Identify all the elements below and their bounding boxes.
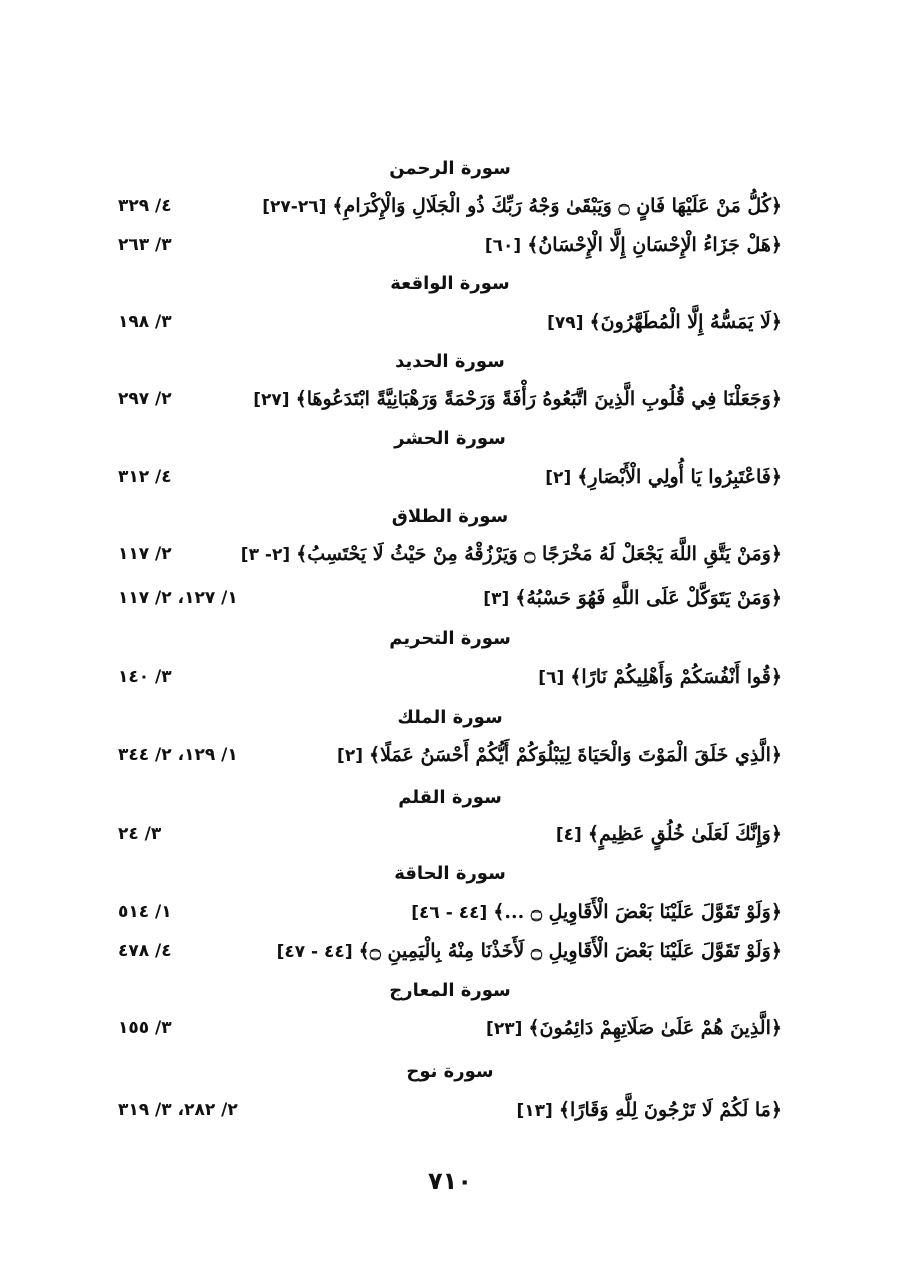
verse-text: ﴿لَا يَمَسُّهُ إِلَّا الْمُطَهَّرُونَ﴾ [٧٩] (547, 311, 782, 333)
ayah-number: [٦٠] (484, 236, 522, 256)
surah-heading: سورة المعارج (389, 980, 511, 1001)
verse-row (0, 1012, 900, 1044)
verse-row (0, 306, 900, 338)
ayah-number: [٤] (555, 825, 582, 845)
verse-text: ﴿فَاعْتَبِرُوا يَا أُولِي الْأَبْصَارِ﴾ [٢] (545, 466, 782, 488)
verse-text: ﴿وَمَنْ يَتَّقِ اللَّهَ يَجْعَلْ لَهُ مَخْرَجًا ۝ وَيَرْزُقْهُ مِنْ حَيْثُ لَا يَحْتَسِبُ﴾ [٢- ٣] (240, 543, 782, 565)
volume-page-ref: ٣/ ١٩٨ (118, 312, 172, 332)
verse-row (0, 383, 900, 415)
verse-row (0, 661, 900, 693)
volume-page-ref: ٢/ ٢٩٧ (118, 389, 172, 409)
volume-page-ref: ٣/ ١٤٠ (118, 667, 172, 687)
volume-page-ref: ١/ ١٢٩، ٢/ ٣٤٤ (118, 745, 238, 765)
volume-page-ref: ٣/ ٢٤ (118, 824, 162, 844)
verse-text: ﴿وَمَنْ يَتَوَكَّلْ عَلَى اللَّهِ فَهُوَ حَسْبُهُ﴾ [٣] (483, 587, 782, 609)
surah-heading: سورة الواقعة (390, 273, 510, 294)
surah-heading: سورة القلم (398, 787, 502, 808)
volume-page-ref: ٤/ ٣٢٩ (118, 196, 172, 216)
page-number: ٧١٠ (428, 1167, 472, 1195)
ayah-number: [٢٣] (486, 1019, 523, 1039)
volume-page-ref: ٣/ ١٥٥ (118, 1018, 172, 1038)
verse-text: ﴿كُلُّ مَنْ عَلَيْهَا فَانٍ ۝ وَيَبْقَىٰ وَجْهُ رَبِّكَ ذُو الْجَلَالِ وَالْإِكْرَامِ﴾ [٢٦-٢٧] (262, 195, 782, 217)
ayah-number: [٧٩] (547, 313, 584, 333)
volume-page-ref: ٤/ ٤٧٨ (118, 941, 172, 961)
verse-text: ﴿الَّذِي خَلَقَ الْمَوْتَ وَالْحَيَاةَ لِيَبْلُوَكُمْ أَيُّكُمْ أَحْسَنُ عَمَلًا﴾ [٢] (337, 744, 782, 766)
verse-text: ﴿وَلَوْ تَقَوَّلَ عَلَيْنَا بَعْضَ الْأَقَاوِيلِ ۝ لَأَخَذْنَا مِنْهُ بِالْيَمِينِ ۝﴾ [٤٤ - ٤٧] (276, 940, 782, 962)
verse-text: ﴿مَا لَكُمْ لَا تَرْجُونَ لِلَّهِ وَقَارًا﴾ [١٣] (516, 1099, 782, 1121)
volume-page-ref: ٤/ ٣١٢ (118, 467, 172, 487)
verse-text: ﴿وَجَعَلْنَا فِي قُلُوبِ الَّذِينَ اتَّبَعُوهُ رَأْفَةً وَرَحْمَةً وَرَهْبَانِيَّةً ابْتَدَعُوهَا﴾ [٢٧] (253, 388, 782, 410)
ayah-number: [٤٤ - ٤٧] (276, 942, 353, 962)
surah-heading: سورة الملك (397, 707, 503, 728)
ayah-number: [٢٦-٢٧] (262, 197, 327, 217)
verse-row (0, 896, 900, 928)
verse-row (0, 739, 900, 771)
verse-row (0, 461, 900, 493)
volume-page-ref: ١/ ١٢٧، ٢/ ١١٧ (118, 588, 238, 608)
ayah-number: [٢] (337, 746, 363, 766)
ayah-number: [٤٤ - ٤٦] (411, 903, 488, 923)
verse-row (0, 538, 900, 570)
volume-page-ref: ٢/ ٢٨٢، ٣/ ٣١٩ (118, 1100, 238, 1120)
verse-row (0, 818, 900, 850)
verse-row (0, 582, 900, 614)
volume-page-ref: ٣/ ٢٦٣ (118, 235, 172, 255)
verse-text: ﴿الَّذِينَ هُمْ عَلَىٰ صَلَاتِهِمْ دَائِمُونَ﴾ [٢٣] (486, 1017, 782, 1039)
verse-row (0, 1094, 900, 1126)
verse-row (0, 229, 900, 261)
surah-heading: سورة الحديد (395, 351, 505, 372)
verse-row (0, 935, 900, 967)
ayah-number: [٣] (483, 589, 510, 609)
ayah-number: [٦] (538, 668, 565, 688)
surah-heading: سورة الحاقة (394, 863, 506, 884)
verse-text: ﴿وَإِنَّكَ لَعَلَىٰ خُلُقٍ عَظِيمٍ﴾ [٤] (555, 823, 782, 845)
surah-heading: سورة الطلاق (391, 506, 509, 527)
verse-text: ﴿هَلْ جَزَاءُ الْإِحْسَانِ إِلَّا الْإِحْسَانُ﴾ [٦٠] (484, 234, 782, 256)
verse-text: ﴿قُوا أَنْفُسَكُمْ وَأَهْلِيكُمْ نَارًا﴾ [٦] (538, 666, 782, 688)
surah-heading: سورة الحشر (394, 428, 506, 449)
verse-text: ﴿وَلَوْ تَقَوَّلَ عَلَيْنَا بَعْضَ الْأَقَاوِيلِ ۝ ...﴾ [٤٤ - ٤٦] (411, 901, 782, 923)
ayah-number: [٢٧] (253, 390, 290, 410)
surah-heading: سورة الرحمن (389, 158, 511, 179)
ayah-number: [٢] (545, 468, 572, 488)
surah-heading: سورة التحريم (389, 628, 511, 649)
ayah-number: [٢- ٣] (240, 545, 291, 565)
volume-page-ref: ١/ ٥١٤ (118, 902, 172, 922)
verse-row (0, 190, 900, 222)
volume-page-ref: ٢/ ١١٧ (118, 544, 172, 564)
surah-heading: سورة نوح (406, 1061, 494, 1082)
ayah-number: [١٣] (516, 1101, 553, 1121)
